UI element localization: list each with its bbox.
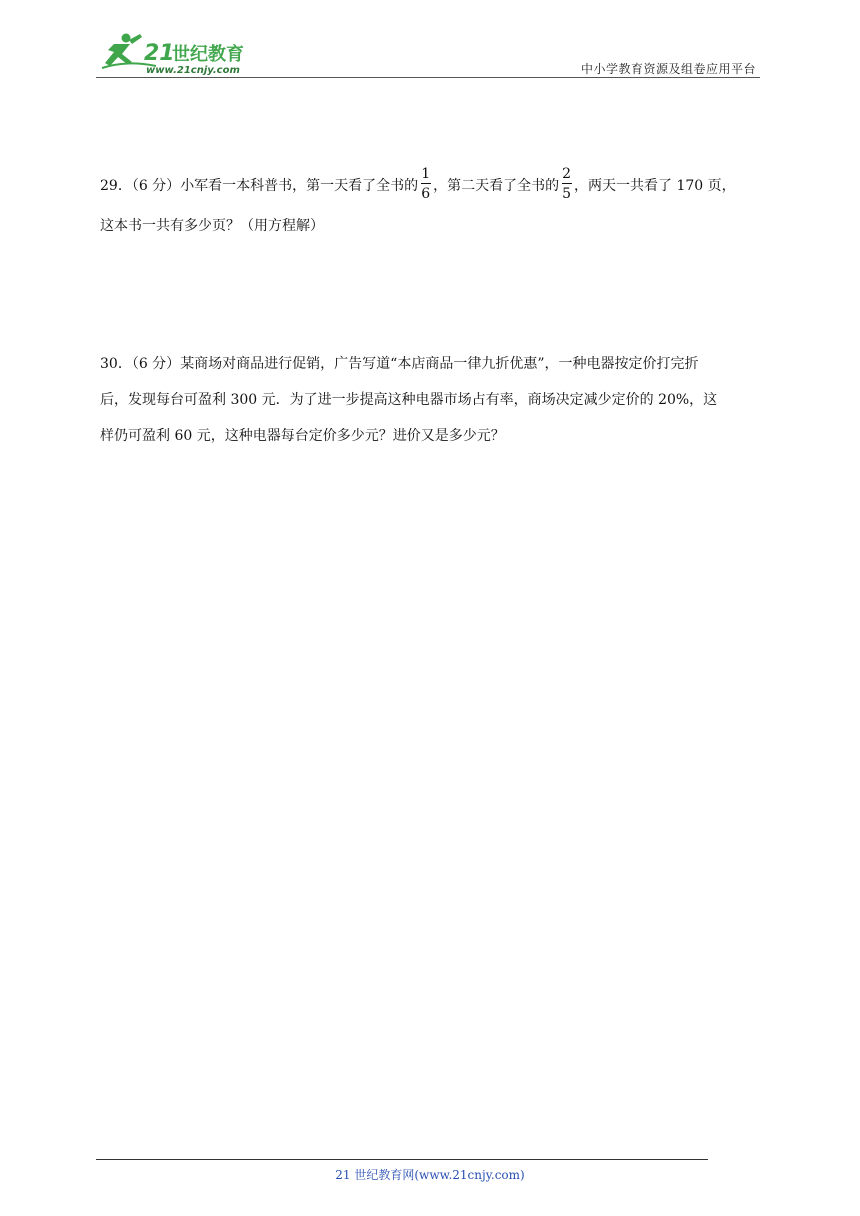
question-number: 30． — [100, 356, 132, 372]
question-29-line-2: 这本书一共有多少页？（用方程解） — [100, 218, 324, 234]
question-score: （6 分） — [131, 178, 181, 194]
footer-link[interactable]: 21 世纪教育网(www.21cnjy.com) — [335, 1168, 525, 1182]
question-30-line-1 — [100, 346, 764, 382]
question-30-line-2: 后，发现每台可盈利 300 元．为了进一步提高这种电器市场占有率，商场决定减少定价的 20%，这 — [100, 392, 718, 408]
question-29 — [100, 168, 764, 244]
question-text: 某商场对商品进行促销，广告写道“本店商品一律九折优惠”，一种电器按定价打完折 — [180, 356, 699, 372]
svg-text:www.21cnjy.com: www.21cnjy.com — [146, 65, 240, 76]
footer-divider — [96, 1159, 708, 1160]
question-30-line-3: 样仍可盈利 60 元，这种电器每台定价多少元？进价又是多少元？ — [100, 428, 505, 444]
question-score: （6 分） — [131, 356, 181, 372]
question-text: ，第二天看了全书的 — [433, 178, 560, 194]
fraction-one-sixth: $\frac{1}{6}$ — [421, 166, 431, 202]
question-text: 小军看一本科普书，第一天看了全书的 — [180, 178, 419, 194]
question-30 — [100, 346, 764, 454]
header-divider — [96, 77, 760, 78]
logo-21cnjy — [96, 30, 266, 76]
question-29-line-1 — [100, 168, 764, 204]
fraction-two-fifths: $\frac{2}{5}$ — [562, 166, 572, 202]
site-tagline: 中小学教育资源及组卷应用平台 — [580, 62, 756, 76]
svg-text:21: 21 — [144, 41, 175, 66]
question-text: ，两天一共看了 170 页， — [574, 178, 736, 194]
svg-text:世纪教育: 世纪教育 — [172, 44, 244, 65]
question-number: 29． — [100, 178, 132, 194]
page-header — [96, 30, 760, 78]
